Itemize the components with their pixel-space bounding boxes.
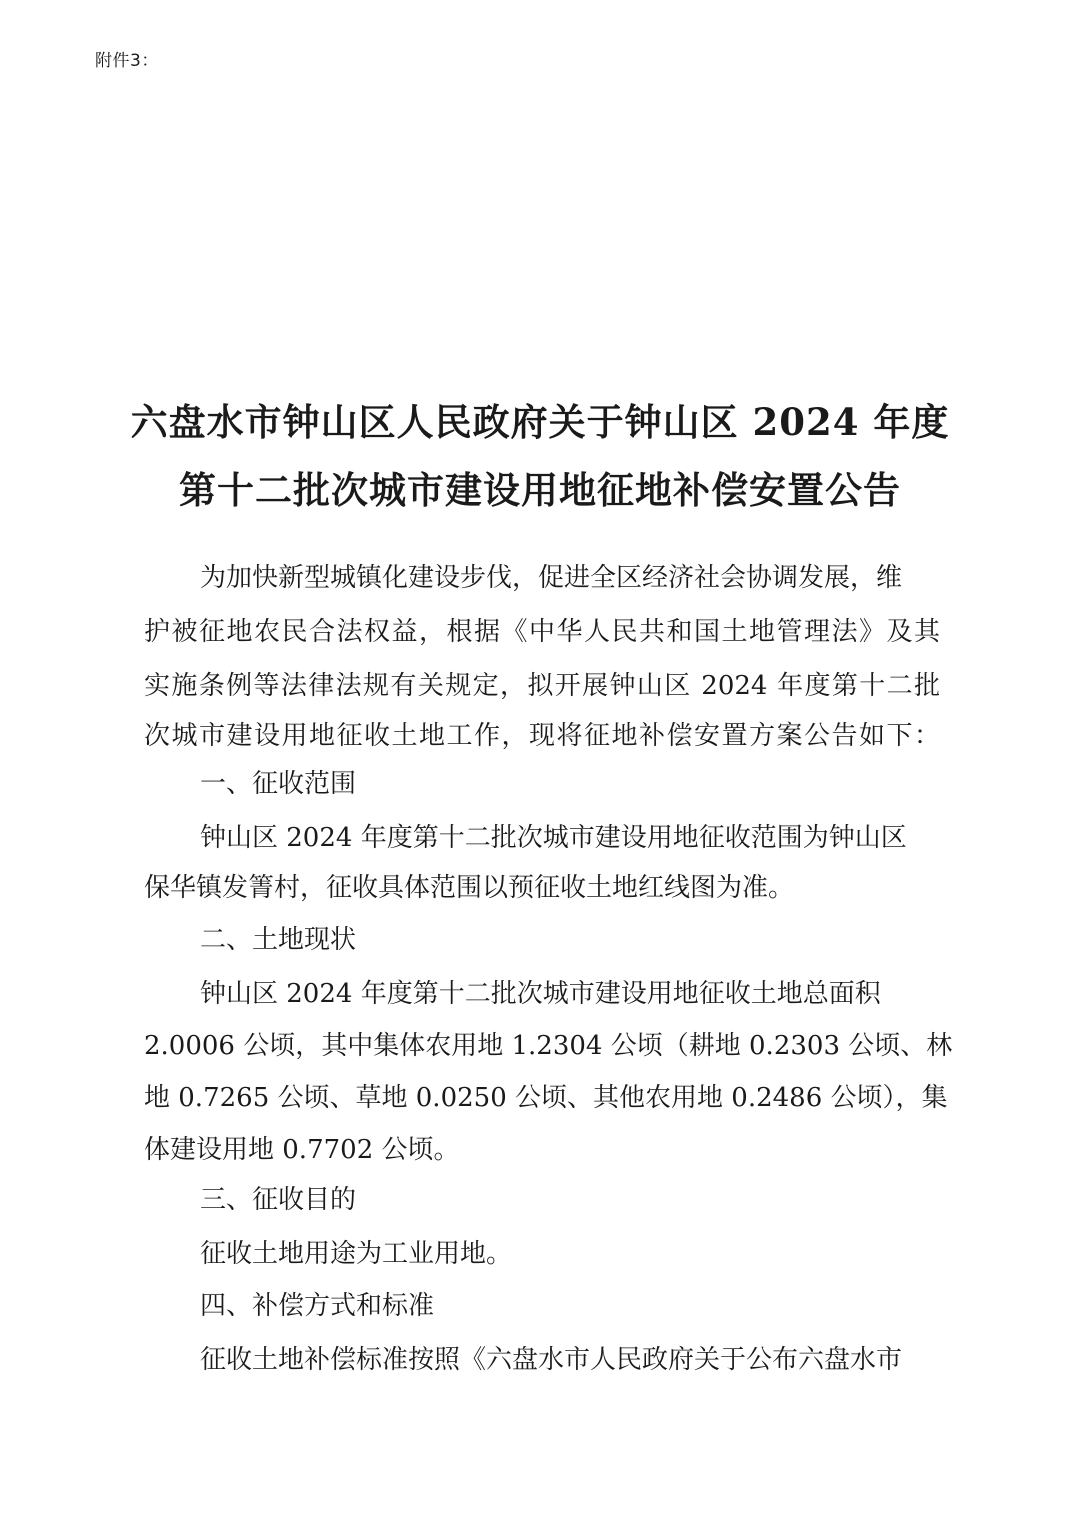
body-text-line: 征收土地用途为工业用地。	[200, 1239, 513, 1269]
section-heading: 一、征收范围	[200, 769, 357, 799]
intro-paragraph-line: 次城市建设用地征收土地工作，现将征地补偿安置方案公告如下：	[144, 721, 940, 751]
intro-paragraph-line: 实施条例等法律法规有关规定，拟开展钟山区 2024 年度第十二批	[144, 671, 940, 701]
intro-paragraph-line: 护被征地农民合法权益，根据《中华人民共和国土地管理法》及其	[144, 617, 940, 647]
attachment-label: 附件3：	[95, 51, 159, 71]
body-text-line: 保华镇发箐村，征收具体范围以预征收土地红线图为准。	[144, 873, 795, 903]
section-heading: 四、补偿方式和标准	[200, 1291, 435, 1321]
section-heading: 二、土地现状	[200, 925, 357, 955]
body-text-line: 地 0.7265 公顷、草地 0.0250 公顷、其他农用地 0.2486 公顷），集	[144, 1083, 948, 1113]
intro-paragraph-line: 为加快新型城镇化建设步伐，促进全区经济社会协调发展，维	[200, 563, 903, 593]
body-text-line: 体建设用地 0.7702 公顷。	[144, 1135, 460, 1165]
body-text-line: 2.0006 公顷，其中集体农用地 1.2304 公顷（耕地 0.2303 公顷、林	[144, 1031, 953, 1061]
section-heading: 三、征收目的	[200, 1185, 357, 1215]
body-text-line: 钟山区 2024 年度第十二批次城市建设用地征收土地总面积	[200, 979, 881, 1009]
title-line-2: 第十二批次城市建设用地征地补偿安置公告	[179, 468, 901, 512]
body-text-line: 征收土地补偿标准按照《六盘水市人民政府关于公布六盘水市	[200, 1345, 903, 1375]
title-line-1: 六盘水市钟山区人民政府关于钟山区 2024 年度	[130, 400, 950, 444]
body-text-line: 钟山区 2024 年度第十二批次城市建设用地征收范围为钟山区	[200, 823, 907, 853]
